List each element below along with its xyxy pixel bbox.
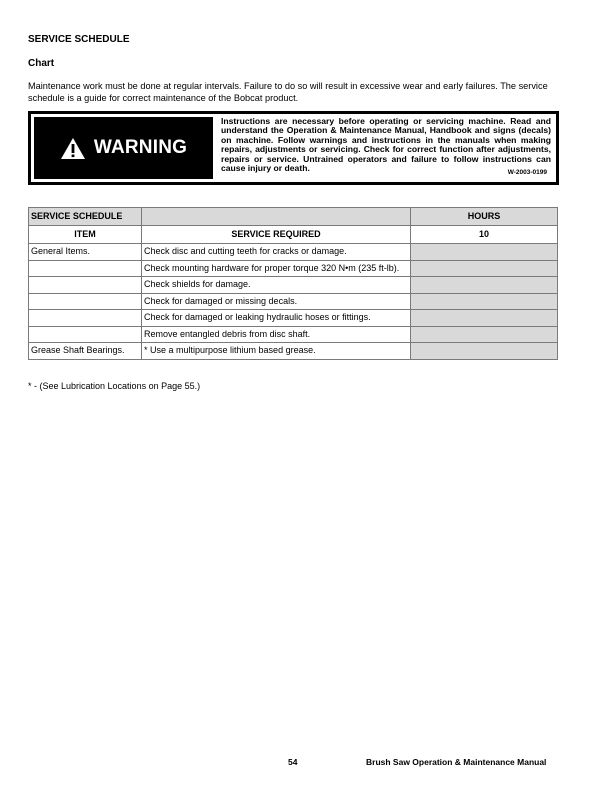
row-service: Check for damaged or missing decals. [142,293,411,310]
row-hours [411,260,558,277]
row-service: Check disc and cutting teeth for cracks or damage. [142,244,411,261]
intro-paragraph: Maintenance work must be done at regular intervals. Failure to do so will result in excessive wear and early failures. The service schedule is a guide for correct maintenance of the Bobcat product. [28,81,548,103]
row-item [29,260,142,277]
row-item [29,326,142,343]
header-hours: HOURS [411,208,558,226]
table-row [29,326,558,343]
row-service: Check mounting hardware for proper torque 320 N•m (235 ft-lb). [142,260,411,277]
row-hours [411,293,558,310]
warning-label-panel [34,117,213,179]
section-title: SERVICE SCHEDULE [28,34,130,45]
table-subheader-row [29,226,558,244]
subsection-title: Chart [28,58,55,69]
row-hours [411,343,558,360]
table-row [29,293,558,310]
row-service: Check for damaged or leaking hydraulic hoses or fittings. [142,310,411,327]
header-item: ITEM [29,226,142,244]
row-hours [411,244,558,261]
row-hours [411,326,558,343]
table-row [29,260,558,277]
header-service-required: SERVICE REQUIRED [142,226,411,244]
row-service: Check shields for damage. [142,277,411,294]
row-item [29,277,142,294]
table-row [29,244,558,261]
warning-box [28,111,559,185]
manual-title: Brush Saw Operation & Maintenance Manual [366,757,547,767]
table-row [29,310,558,327]
row-item [29,310,142,327]
footnote: * - (See Lubrication Locations on Page 55.) [28,381,201,391]
header-hours-10: 10 [411,226,558,244]
page-number: 54 [288,757,298,767]
row-service: * Use a multipurpose lithium based grease. [142,343,411,360]
row-item: General Items. [29,244,142,261]
warning-triangle-icon [60,137,86,160]
row-service: Remove entangled debris from disc shaft. [142,326,411,343]
table-row [29,343,558,360]
warning-code: W-2003-0199 [507,169,547,176]
row-hours [411,277,558,294]
table-row [29,277,558,294]
row-item: Grease Shaft Bearings. [29,343,142,360]
row-hours [411,310,558,327]
table-header-row [29,208,558,226]
warning-label: WARNING [93,137,188,158]
row-item [29,293,142,310]
warning-text: Instructions are necessary before operating or servicing machine. Read and understand the Operation & Maintenance Manual, Handbook and signs (decals) on machine. Follow warnings and instructions in the manuals when making repairs, adjustments or servicing. Check for correct function after adjustments, repairs or service. Untrained operators and failure to follow instructions can cause injury or death. [221,116,551,174]
header-blank [142,208,411,226]
header-service-schedule: SERVICE SCHEDULE [29,208,142,226]
service-schedule-table [28,207,558,360]
